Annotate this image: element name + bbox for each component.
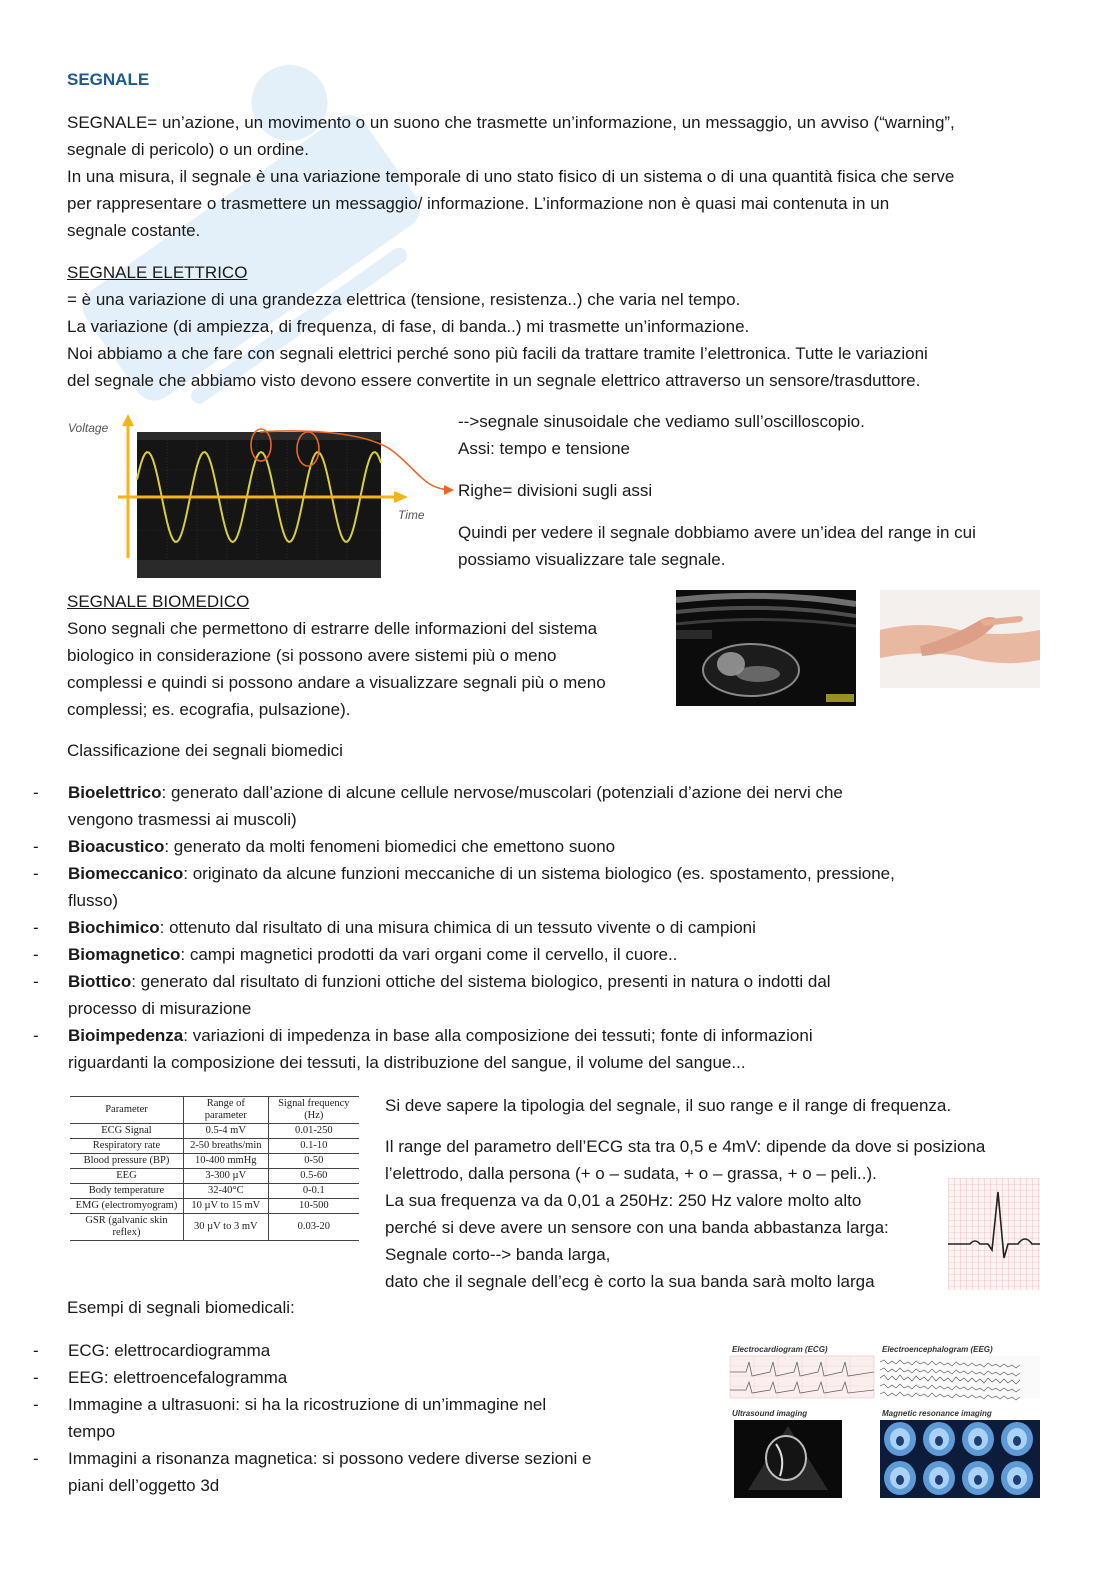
table-row <box>70 1184 359 1199</box>
table-cell: 0.03-20 <box>268 1214 359 1241</box>
mri-slices <box>880 1420 1040 1498</box>
time-axis-label: Time <box>398 508 425 522</box>
examples-images <box>728 1340 1042 1500</box>
table-cell: 0.01-250 <box>268 1124 359 1139</box>
ecg-line: Il range del parametro dell’ECG sta tra 0,5 e 4mV: dipende da dove si posiziona <box>385 1137 986 1156</box>
oscilloscope-figure <box>64 412 454 582</box>
classification-item <box>0 968 1050 1022</box>
example-text: ECG: elettrocardiogramma <box>68 1341 271 1360</box>
classification-desc: : generato dall’azione di alcune cellule nervose/muscolari (potenziali d’azione dei nervi che <box>161 783 843 802</box>
classification-term: Bioelettrico <box>68 783 162 802</box>
classification-item <box>0 914 1050 941</box>
table-cell: 0.5-60 <box>268 1169 359 1184</box>
list-dash: - <box>33 1395 39 1414</box>
section-heading-elettrico: SEGNALE ELETTRICO <box>67 263 248 282</box>
example-item <box>0 1364 680 1391</box>
scope-note: Righe= divisioni sugli assi <box>458 481 653 500</box>
ecg-line: La sua frequenza va da 0,01 a 250Hz: 250 Hz valore molto alto <box>385 1191 862 1210</box>
scope-note: possiamo visualizzare tale segnale. <box>458 550 726 569</box>
esempi-list <box>0 1337 680 1499</box>
classification-item <box>0 779 1050 833</box>
list-dash: - <box>33 837 39 856</box>
elettrico-line: Noi abbiamo a che fare con segnali elettrici perché sono più facili da trattare tramite l’elettronica. Tutte le variazioni <box>67 344 928 363</box>
table-header: Parameter <box>70 1097 183 1124</box>
example-item <box>0 1391 680 1445</box>
section-biomedico <box>67 588 667 723</box>
classification-term: Bioacustico <box>68 837 165 856</box>
table-cell: 0.1-10 <box>268 1139 359 1154</box>
elettrico-line: = è una variazione di una grandezza elettrica (tensione, resistenza..) che varia nel tempo. <box>67 290 741 309</box>
classification-term: Biomeccanico <box>68 864 184 883</box>
classification-desc-cont: processo di misurazione <box>68 999 252 1018</box>
voltage-axis-label: Voltage <box>68 421 109 435</box>
ecg-image-label: Electrocardiogram (ECG) <box>732 1345 828 1354</box>
example-text-cont: piani dell’oggetto 3d <box>68 1476 220 1495</box>
ecg-line: perché si deve avere un sensore con una banda abbastanza larga: <box>385 1218 889 1237</box>
table-cell: 0-50 <box>268 1154 359 1169</box>
table-cell: 2-50 breaths/min <box>183 1139 268 1154</box>
biomedico-line: complessi; es. ecografia, pulsazione). <box>67 700 351 719</box>
table-cell: 3-300 µV <box>183 1169 268 1184</box>
ultrasound-image <box>676 590 856 706</box>
ecg-line: Si deve sapere la tipologia del segnale, il suo range e il range di frequenza. <box>385 1096 952 1115</box>
page-title: SEGNALE <box>67 70 150 89</box>
example-text-cont: tempo <box>68 1422 116 1441</box>
section-heading-biomedico: SEGNALE BIOMEDICO <box>67 592 250 611</box>
classification-desc: : ottenuto dal risultato di una misura chimica di un tessuto vivente o di campioni <box>159 918 756 937</box>
table-cell: ECG Signal <box>70 1124 183 1139</box>
table-header: Signal frequency (Hz) <box>268 1097 359 1124</box>
classification-item <box>0 941 1050 968</box>
table-cell: 0.5-4 mV <box>183 1124 268 1139</box>
classification-desc-cont: riguardanti la composizione dei tessuti, la distribuzione del sangue, il volume del sangue... <box>68 1053 746 1072</box>
table-row <box>70 1169 359 1184</box>
intro-line: segnale costante. <box>67 221 201 240</box>
list-dash: - <box>33 972 39 991</box>
parameter-table <box>70 1096 359 1241</box>
table-cell: EMG (electromyogram) <box>70 1199 183 1214</box>
table-cell: Blood pressure (BP) <box>70 1154 183 1169</box>
ecg-trace-image <box>948 1178 1040 1290</box>
list-dash: - <box>33 1341 39 1360</box>
ultrasound-image-label: Ultrasound imaging <box>732 1409 808 1418</box>
list-dash: - <box>33 1026 39 1045</box>
table-row <box>70 1154 359 1169</box>
classification-desc: : generato da molti fenomeni biomedici che emettono suono <box>164 837 616 856</box>
classification-item <box>0 860 1050 914</box>
ecg-line: l’elettrodo, dalla persona (+ o – sudata, + o – grassa, + o – peli..). <box>385 1164 877 1183</box>
table-cell: 0-0.1 <box>268 1184 359 1199</box>
table-cell: GSR (galvanic skin reflex) <box>70 1214 183 1241</box>
scope-notes <box>458 408 1058 573</box>
pulse-photo <box>880 590 1040 688</box>
elettrico-line: La variazione (di ampiezza, di frequenza, di fase, di banda..) mi trasmette un’informazione. <box>67 317 750 336</box>
ecg-line: Segnale corto--> banda larga, <box>385 1245 611 1264</box>
table-cell: 10 µV to 15 mV <box>183 1199 268 1214</box>
intro-line: SEGNALE= un’azione, un movimento o un suono che trasmette un’informazione, un messaggio, un avviso (“warning”, <box>67 113 955 132</box>
classification-desc-cont: vengono trasmessi ai muscoli) <box>68 810 297 829</box>
esempi-heading: Esempi di segnali biomedicali: <box>67 1298 295 1317</box>
example-text: Immagini a risonanza magnetica: si possono vedere diverse sezioni e <box>68 1449 592 1468</box>
classificazione-heading: Classificazione dei segnali biomedici <box>67 741 343 760</box>
ecg-line: dato che il segnale dell’ecg è corto la sua banda sarà molto larga <box>385 1272 875 1291</box>
table-cell: 30 µV to 3 mV <box>183 1214 268 1241</box>
classification-item <box>0 833 1050 860</box>
table-row <box>70 1124 359 1139</box>
classification-term: Biottico <box>68 972 132 991</box>
table-cell: Body temperature <box>70 1184 183 1199</box>
example-item <box>0 1445 680 1499</box>
classification-term: Bioimpedenza <box>68 1026 184 1045</box>
intro-paragraph <box>67 109 1057 244</box>
list-dash: - <box>33 918 39 937</box>
list-dash: - <box>33 1368 39 1387</box>
table-cell: 32-40°C <box>183 1184 268 1199</box>
table-cell: EEG <box>70 1169 183 1184</box>
biomedico-line: Sono segnali che permettono di estrarre delle informazioni del sistema <box>67 619 598 638</box>
table-cell: Respiratory rate <box>70 1139 183 1154</box>
classification-desc: : generato dal risultato di funzioni ottiche del sistema biologico, presenti in natura o indotti dal <box>131 972 831 991</box>
classification-desc: : campi magnetici prodotti da vari organi come il cervello, il cuore.. <box>180 945 678 964</box>
elettrico-line: del segnale che abbiamo visto devono essere convertite in un segnale elettrico attraverso un sensore/trasduttore. <box>67 371 921 390</box>
classification-desc: : variazioni di impedenza in base alla composizione dei tessuti; fonte di informazioni <box>183 1026 813 1045</box>
intro-line: In una misura, il segnale è una variazione temporale di uno stato fisico di un sistema o di una quantità fisica che serve <box>67 167 955 186</box>
intro-line: per rappresentare o trasmettere un messaggio/ informazione. L’informazione non è quasi mai contenuta in un <box>67 194 890 213</box>
example-text: Immagine a ultrasuoni: si ha la ricostruzione di un’immagine nel <box>68 1395 547 1414</box>
table-row <box>70 1139 359 1154</box>
biomedico-line: complessi e quindi si possono andare a visualizzare segnali più o meno <box>67 673 606 692</box>
scope-note: Quindi per vedere il segnale dobbiamo avere un’idea del range in cui <box>458 523 976 542</box>
table-header: Range of parameter <box>183 1097 268 1124</box>
scope-note: Assi: tempo e tensione <box>458 439 630 458</box>
mri-image-label: Magnetic resonance imaging <box>882 1409 992 1418</box>
scope-note: -->segnale sinusoidale che vediamo sull’oscilloscopio. <box>458 412 865 431</box>
section-elettrico <box>67 259 1067 394</box>
example-text: EEG: elettroencefalogramma <box>68 1368 288 1387</box>
list-dash: - <box>33 1449 39 1468</box>
table-row <box>70 1199 359 1214</box>
list-dash: - <box>33 864 39 883</box>
classificazione-list <box>0 779 1050 1076</box>
classification-item <box>0 1022 1050 1076</box>
table-cell: 10-500 <box>268 1199 359 1214</box>
classification-desc: : originato da alcune funzioni meccaniche di un sistema biologico (es. spostamento, pressione, <box>183 864 895 883</box>
classification-term: Biomagnetico <box>68 945 181 964</box>
list-dash: - <box>33 945 39 964</box>
table-row <box>70 1214 359 1241</box>
intro-line: segnale di pericolo) o un ordine. <box>67 140 309 159</box>
list-dash: - <box>33 783 39 802</box>
eeg-image-label: Electroencephalogram (EEG) <box>882 1345 993 1354</box>
classification-term: Biochimico <box>68 918 160 937</box>
example-item <box>0 1337 680 1364</box>
table-cell: 10-400 mmHg <box>183 1154 268 1169</box>
classification-desc-cont: flusso) <box>68 891 119 910</box>
biomedico-line: biologico in considerazione (si possono avere sistemi più o meno <box>67 646 557 665</box>
